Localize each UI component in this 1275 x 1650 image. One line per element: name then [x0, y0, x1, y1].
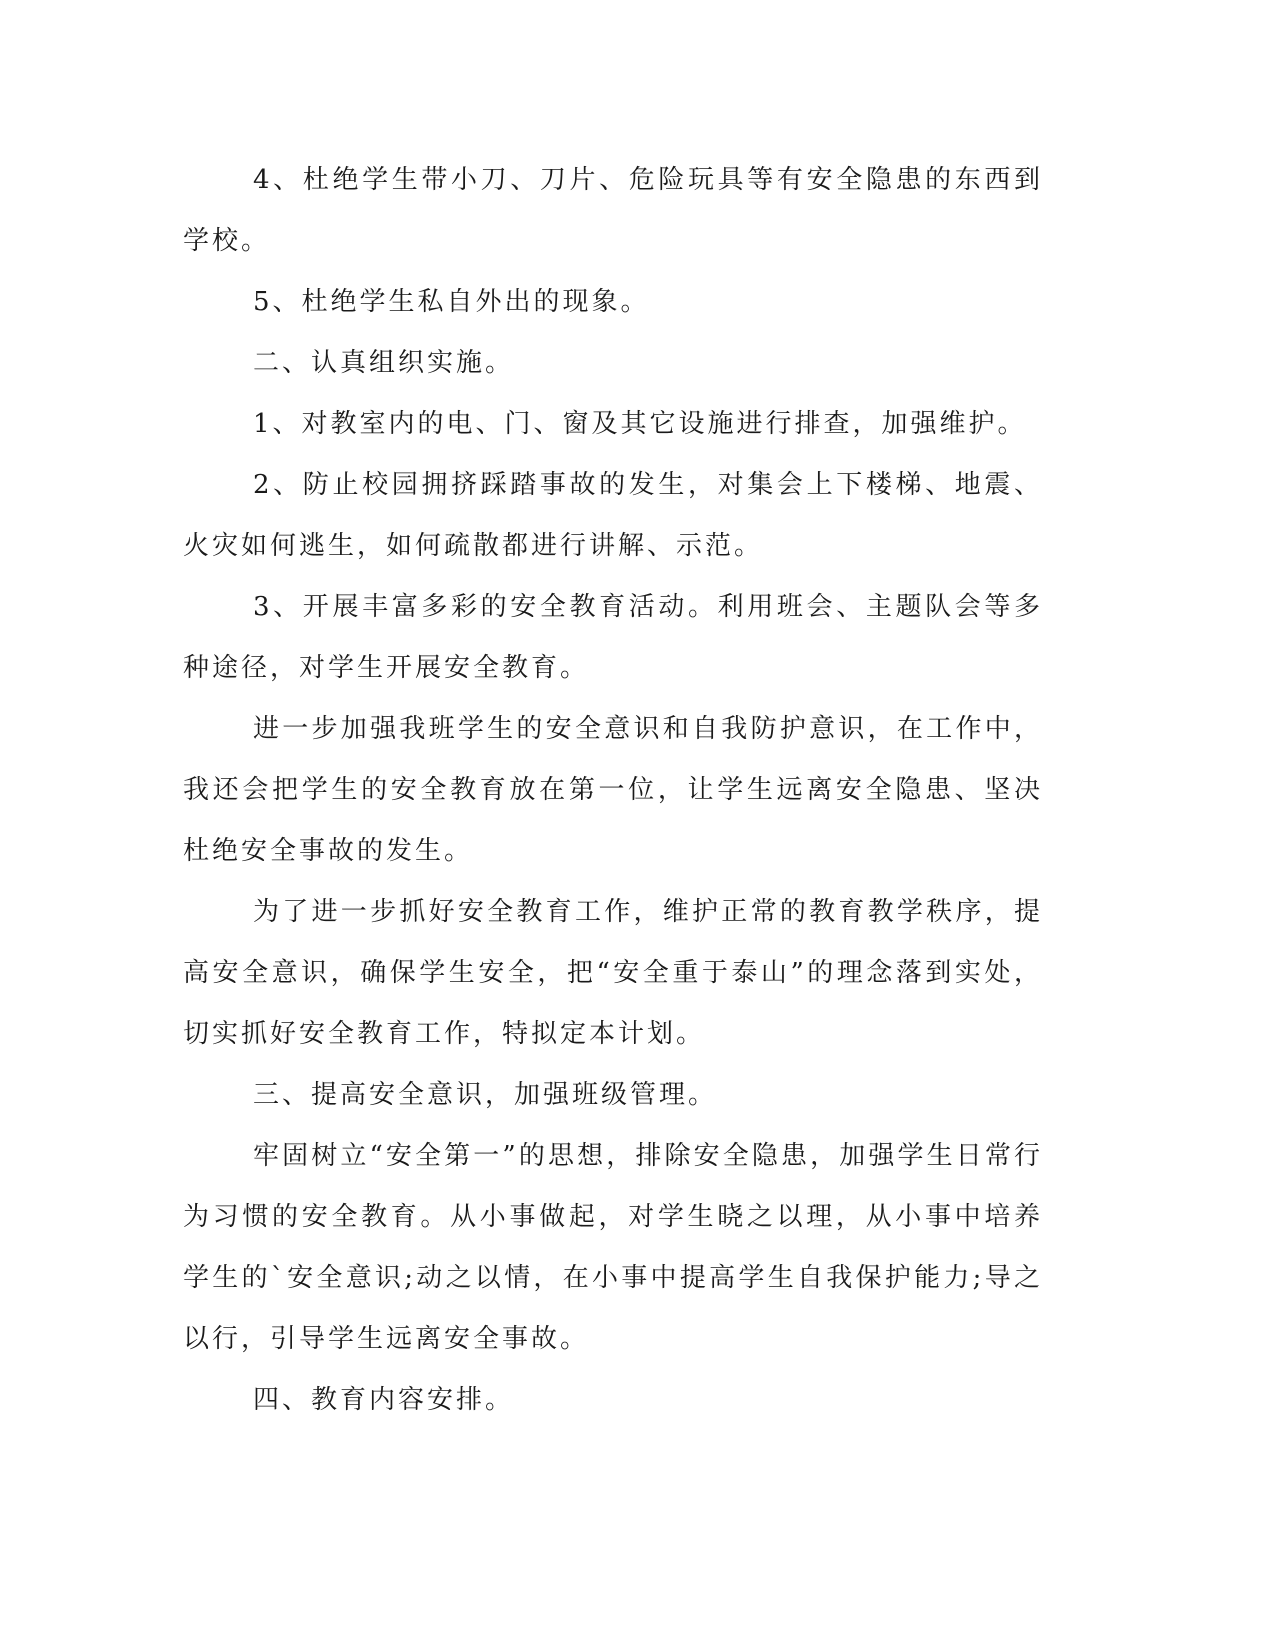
- paragraph-item-4: 4、杜绝学生带小刀、刀片、危险玩具等有安全隐患的东西到学校。: [183, 165, 1043, 256]
- paragraph-item-1: 1、对教室内的电、门、窗及其它设施进行排查，加强维护。: [253, 409, 1027, 439]
- paragraph-body: 进一步加强我班学生的安全意识和自我防护意识，在工作中，我还会把学生的安全教育放在第一位，让学生远离安全隐患、坚决杜绝安全事故的发生。: [183, 714, 1043, 866]
- paragraph-body: 为了进一步抓好安全教育工作，维护正常的教育教学秩序，提高安全意识，确保学生安全，把“安全重于泰山”的理念落到实处，切实抓好安全教育工作，特拟定本计划。: [183, 897, 1043, 1049]
- paragraph-body: 牢固树立“安全第一”的思想，排除安全隐患，加强学生日常行为习惯的安全教育。从小事做起，对学生晓之以理，从小事中培养学生的`安全意识;动之以情，在小事中提高学生自我保护能力;导之以行，引导学生远离安全事故。: [183, 1141, 1043, 1354]
- document-body: [183, 150, 1043, 1431]
- section-heading-3: 三、提高安全意识，加强班级管理。: [253, 1080, 718, 1110]
- paragraph-item-5: 5、杜绝学生私自外出的现象。: [253, 287, 650, 317]
- section-heading-2: 二、认真组织实施。: [253, 348, 515, 378]
- paragraph-item-3: 3、开展丰富多彩的安全教育活动。利用班会、主题队会等多种途径，对学生开展安全教育。: [183, 592, 1043, 683]
- paragraph-item-2: 2、防止校园拥挤踩踏事故的发生，对集会上下楼梯、地震、火灾如何逃生，如何疏散都进行讲解、示范。: [183, 470, 1043, 561]
- section-heading-4: 四、教育内容安排。: [253, 1385, 515, 1415]
